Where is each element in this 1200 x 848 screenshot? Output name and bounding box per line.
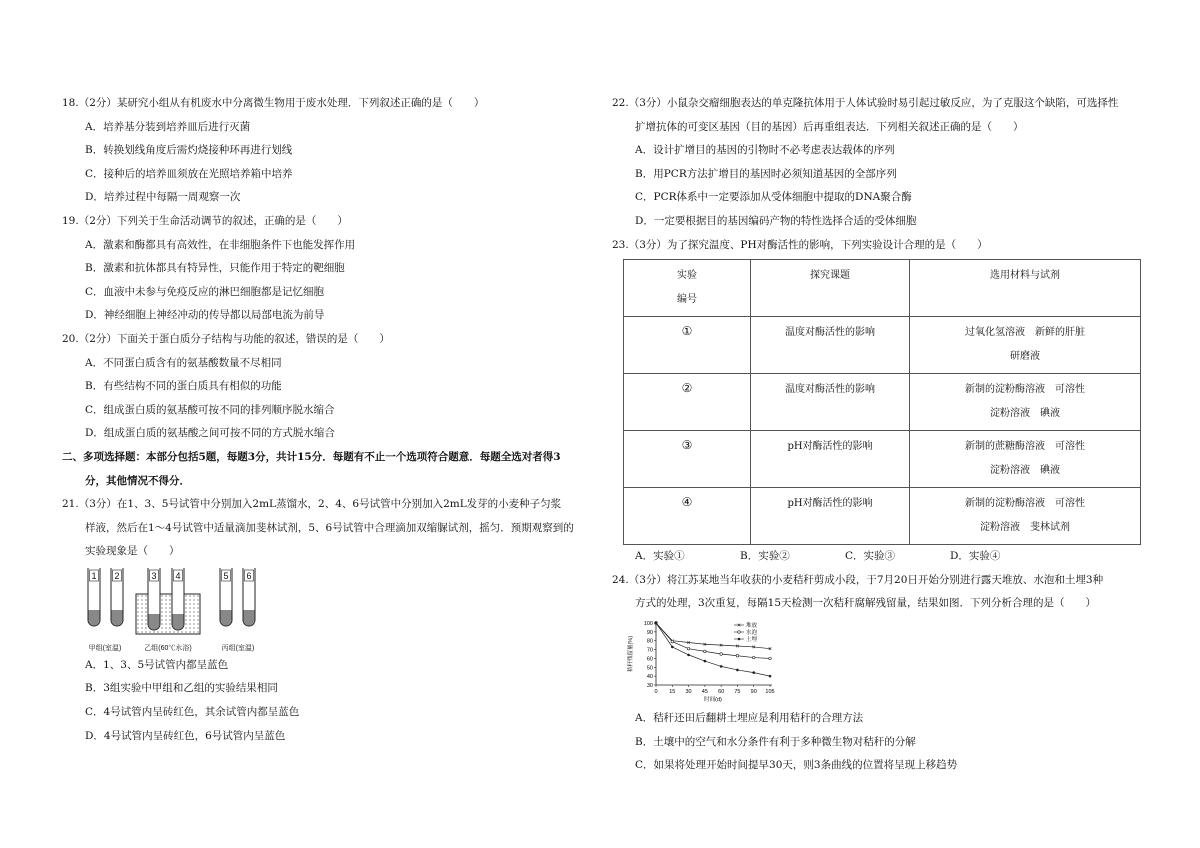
row-materials-1: 新制的淀粉酶溶液 可溶性 xyxy=(965,498,1085,510)
x-tick-label: 60 xyxy=(718,688,725,695)
y-tick-label: 70 xyxy=(646,647,653,654)
data-point xyxy=(687,654,690,657)
group-label-bing: 丙组(室温) xyxy=(221,644,255,652)
row-number: ② xyxy=(681,381,693,396)
q20-option-d: D．组成蛋白质的氨基酸之间可按不同的方式脱水缩合 xyxy=(85,427,335,440)
row-number: ③ xyxy=(681,438,693,453)
data-point xyxy=(769,675,772,678)
q20-option-a: A．不同蛋白质含有的氨基酸数量不尽相同 xyxy=(85,356,282,369)
tube-label-1: 1 xyxy=(91,570,97,581)
tube-label-4: 4 xyxy=(175,570,181,581)
q19-stem: 19.（2分）下列关于生命活动调节的叙述，正确的是（ ） xyxy=(62,214,348,227)
q22-option-d: D．一定要根据目的基因编码产物的特性选择合适的受体细胞 xyxy=(635,214,917,227)
q20-option-c: C．组成蛋白质的氨基酸可按不同的排列顺序脱水缩合 xyxy=(85,403,335,416)
y-tick-label: 40 xyxy=(646,674,653,681)
data-point xyxy=(687,647,690,650)
table-row xyxy=(624,317,1141,374)
test-tube-figure xyxy=(84,566,314,654)
q19-option-c: C．血液中未参与免疫反应的淋巴细胞都是记忆细胞 xyxy=(85,285,325,298)
q21-option-d: D．4号试管内呈砖红色，6号试管内呈蓝色 xyxy=(85,729,286,742)
row-number: ④ xyxy=(681,495,693,510)
legend-label: 土埋 xyxy=(746,636,758,643)
row-materials-2: 淀粉溶液 碘液 xyxy=(990,465,1060,477)
q19-option-b: B．激素和抗体都具有特异性，只能作用于特定的靶细胞 xyxy=(85,262,345,275)
legend-label: 水泡 xyxy=(746,629,758,636)
x-tick-label: 45 xyxy=(701,688,708,695)
legend-label: 堆放 xyxy=(746,622,758,629)
q18-option-c: C．接种后的培养皿须放在光照培养箱中培养 xyxy=(85,167,293,180)
header-topic: 探究课题 xyxy=(751,260,910,317)
q21-option-a: A．1、3、5号试管内都呈蓝色 xyxy=(85,658,229,671)
row-materials-1: 过氧化氢溶液 新鲜的肝脏 xyxy=(965,327,1085,339)
data-point xyxy=(655,622,658,625)
section2-heading-1: 二、多项选择题：本部分包括5题，每题3分，共计15分．每题有不止一个选项符合题意．每题全选对者得3 xyxy=(62,450,561,463)
q24-stem-2: 方式的处理，3次重复，每隔15天检测一次秸秆腐解残留量，结果如图．下列分析合理的是（ ） xyxy=(635,597,1097,610)
q23-stem: 23.（3分）为了探究温度、PH对酶活性的影响，下列实验设计合理的是（ ） xyxy=(612,238,988,251)
tube-label-3: 3 xyxy=(151,570,157,581)
q22-stem-2: 扩增抗体的可变区基因（目的基因）后再重组表达．下列相关叙述正确的是（ ） xyxy=(635,120,1024,133)
q24-option-b: B．土壤中的空气和水分条件有利于多种微生物对秸秆的分解 xyxy=(635,735,916,748)
y-tick-label: 30 xyxy=(646,682,653,689)
q23-table xyxy=(623,259,1141,545)
y-tick-label: 80 xyxy=(646,638,653,645)
q24-stem-1: 24.（3分）将江苏某地当年收获的小麦秸秆剪成小段，于7月20日开始分别进行露天堆放、水泡和土埋3种 xyxy=(612,573,1104,586)
group-label-jia: 甲组(室温) xyxy=(88,644,122,652)
x-axis-label: 时间(d) xyxy=(704,696,722,703)
q18-option-d: D．培养过程中每隔一周观察一次 xyxy=(85,191,241,204)
data-point xyxy=(752,671,755,674)
section2-heading-2: 分，其他情况不得分． xyxy=(85,474,190,487)
y-axis-label: 秸秆残留量(%) xyxy=(628,635,634,672)
q23-option-d: D．实验④ xyxy=(950,550,1001,563)
data-point xyxy=(720,665,723,668)
data-point xyxy=(671,646,674,649)
q21-stem-2: 样液，然后在1～4号试管中适量滴加斐林试剂，5、6号试管中合理滴加双缩脲试剂，摇匀．预期观察到的 xyxy=(85,521,574,534)
x-tick-label: 75 xyxy=(734,688,741,695)
x-tick-label: 15 xyxy=(669,688,676,695)
row-materials-2: 淀粉溶液 斐林试剂 xyxy=(980,522,1070,534)
data-point xyxy=(752,656,755,659)
data-point xyxy=(671,640,674,643)
table-row xyxy=(624,431,1141,488)
tube-label-2: 2 xyxy=(114,570,120,581)
row-materials-1: 新制的蔗糖酶溶液 可溶性 xyxy=(965,441,1085,453)
q22-option-b: B．用PCR方法扩增目的基因时必须知道基因的全部序列 xyxy=(635,167,897,180)
x-tick-label: 0 xyxy=(654,688,658,695)
row-topic: 温度对酶活性的影响 xyxy=(751,374,910,431)
q20-option-b: B．有些结构不同的蛋白质具有相似的功能 xyxy=(85,380,282,393)
group-label-yi: 乙组(60℃水浴) xyxy=(144,644,192,652)
q23-option-a: A．实验① xyxy=(635,550,685,563)
q22-option-a: A．设计扩增目的基因的引物时不必考虑表达载体的序列 xyxy=(635,144,895,157)
header-experiment: 实验 xyxy=(677,270,697,282)
row-topic: pH对酶活性的影响 xyxy=(751,488,910,545)
y-tick-label: 60 xyxy=(646,656,653,663)
row-materials-2: 研磨液 xyxy=(1010,351,1040,363)
q22-option-c: C．PCR体系中一定要添加从受体细胞中提取的DNA聚合酶 xyxy=(635,191,912,204)
left-column xyxy=(62,92,590,748)
q19-option-a: A．激素和酶都具有高效性，在非细胞条件下也能发挥作用 xyxy=(85,238,356,251)
data-point xyxy=(720,653,723,656)
header-materials: 选用材料与试剂 xyxy=(910,260,1141,317)
table-header-row xyxy=(624,260,1141,317)
q21-option-c: C．4号试管内呈砖红色，其余试管内都呈蓝色 xyxy=(85,706,300,719)
q24-option-c: C．如果将处理开始时间提早30天，则3条曲线的位置将呈现上移趋势 xyxy=(635,759,958,772)
table-row xyxy=(624,488,1141,545)
q18-option-b: B．转换划线角度后需灼烧接种环再进行划线 xyxy=(85,144,293,157)
data-point xyxy=(704,650,707,653)
data-point xyxy=(769,657,772,660)
q22-stem-1: 22.（3分）小鼠杂交瘤细胞表达的单克隆抗体用于人体试验时易引起过敏反应，为了克服这个缺陷，可选择性 xyxy=(612,97,1119,109)
x-tick-label: 105 xyxy=(765,688,775,695)
legend-marker xyxy=(738,638,741,641)
q18-option-a: A．培养基分装到培养皿后进行灭菌 xyxy=(85,120,251,133)
data-point xyxy=(704,660,707,663)
legend-marker xyxy=(738,631,741,634)
q21-stem-3: 实验现象是（ ） xyxy=(85,545,180,558)
tube-label-6: 6 xyxy=(246,570,252,581)
q21-option-b: B．3组实验中甲组和乙组的实验结果相同 xyxy=(85,682,278,695)
row-materials-2: 淀粉溶液 碘液 xyxy=(990,408,1060,420)
row-materials-1: 新制的淀粉酶溶液 可溶性 xyxy=(965,384,1085,396)
row-topic: 温度对酶活性的影响 xyxy=(751,317,910,374)
q19-option-d: D．神经细胞上神经冲动的传导都以局部电流为前导 xyxy=(85,309,325,322)
water-bath xyxy=(136,594,200,634)
q23-option-c: C．实验③ xyxy=(845,550,896,563)
data-point xyxy=(736,669,739,672)
q18-stem: 18.（2分）某研究小组从有机废水中分离微生物用于废水处理．下列叙述正确的是（ ） xyxy=(62,97,485,109)
y-tick-label: 50 xyxy=(646,665,653,672)
q20-stem: 20.（2分）下面关于蛋白质分子结构与功能的叙述，错误的是（ ） xyxy=(62,332,390,345)
tube-label-5: 5 xyxy=(223,570,229,581)
x-tick-label: 30 xyxy=(685,688,692,695)
q21-stem-1: 21.（3分）在1、3、5号试管中分别加入2mL蒸馏水，2、4、6号试管中分别加入2mL发芽的小麦种子匀浆 xyxy=(62,498,562,511)
row-number: ① xyxy=(681,324,693,339)
q23-options xyxy=(612,545,1142,569)
straw-residue-chart xyxy=(622,617,782,707)
y-tick-label: 90 xyxy=(646,629,653,636)
table-row xyxy=(624,374,1141,431)
data-point xyxy=(736,654,739,657)
row-topic: pH对酶活性的影响 xyxy=(751,431,910,488)
q23-option-b: B．实验② xyxy=(740,550,790,563)
q24-option-a: A．秸秆还田后翻耕土埋应是利用秸秆的合理方法 xyxy=(635,711,864,724)
x-tick-label: 90 xyxy=(750,688,757,695)
header-number: 编号 xyxy=(677,294,697,306)
y-tick-label: 100 xyxy=(643,620,653,627)
right-column xyxy=(612,92,1142,778)
